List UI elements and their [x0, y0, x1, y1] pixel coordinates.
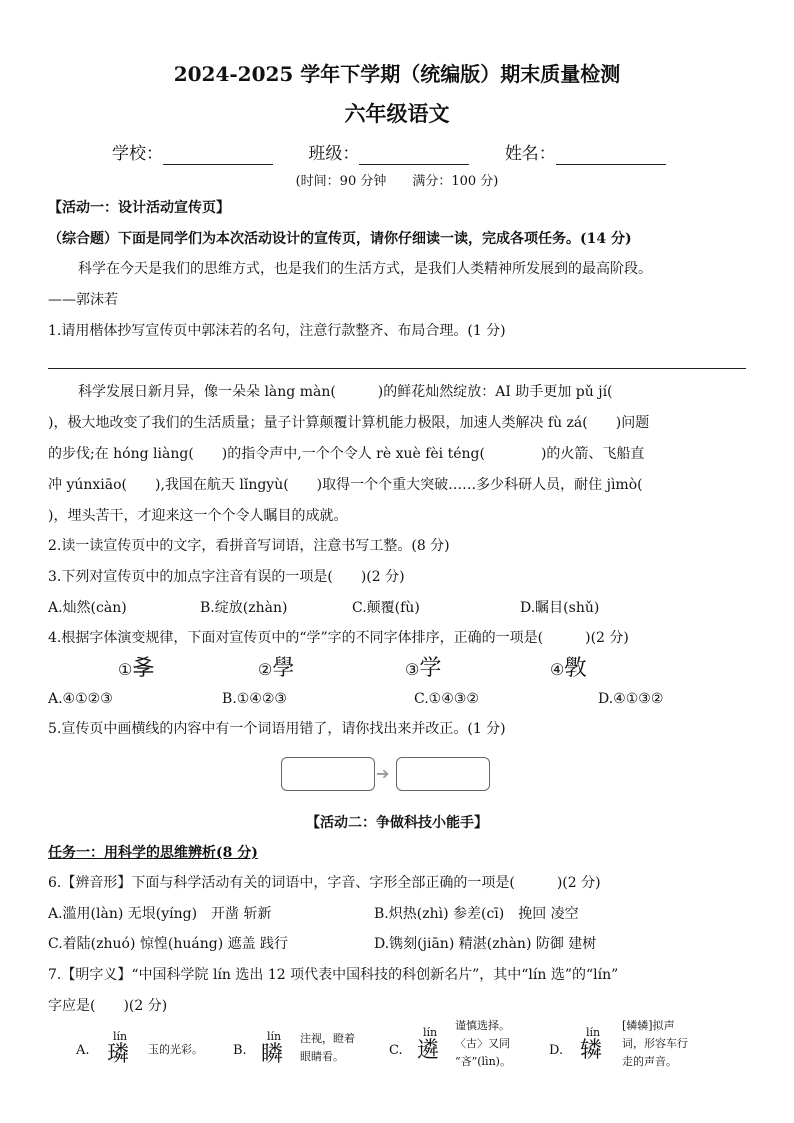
passage-line: 的步伐;在 hóng liàng( )的指令声中,一个个令人 rè xuè fèi téng( )的火箭、飞船直 — [48, 446, 645, 462]
q4-option-c: C.①④③② — [414, 691, 479, 707]
glyph-2 — [258, 656, 294, 683]
glyph-num: ④ — [550, 660, 565, 679]
q6-option-d: D.镌刻(jiān) 精湛(zhàn) 防御 建树 — [374, 936, 597, 952]
wrong-word-box[interactable] — [281, 757, 375, 791]
q7-option-a-letter: A. — [76, 1043, 90, 1058]
q7-option-a-def: 玉的光彩。 — [148, 1043, 203, 1056]
glyph-char: 學 — [272, 656, 295, 681]
time-info: (时间：90 分钟 满分：100 分) — [295, 174, 499, 189]
q3-option-c: C.颠覆(fù) — [352, 600, 420, 616]
glyph-char: 斆 — [564, 656, 587, 681]
quote-author: ——郭沫若 — [48, 292, 118, 308]
school-label: 学校： — [112, 144, 163, 164]
q7-option-b-letter: B. — [233, 1043, 247, 1058]
exam-title: 2024-2025 学年下学期（统编版）期末质量检测 — [173, 62, 621, 86]
answer-line[interactable] — [48, 368, 746, 369]
question-6: 6.【辨音形】下面与科学活动有关的词语中，字音、字形全部正确的一项是( )(2 分) — [48, 875, 601, 891]
q7-option-a-char: 璘 — [107, 1042, 130, 1067]
activity1-heading: 【活动一：设计活动宣传页】 — [48, 200, 230, 216]
question-4: 4.根据字体演变规律，下面对宣传页中的“学”字的不同字体排序，正确的一项是( )(2 分) — [48, 630, 629, 646]
class-label: 班级： — [308, 144, 360, 164]
correct-word-box[interactable] — [396, 757, 490, 791]
q7-option-a-pinyin: lín — [113, 1030, 128, 1043]
q7-option-b-char: 瞵 — [261, 1042, 284, 1067]
q4-option-a: A.④①②③ — [48, 691, 113, 707]
q3-option-a: A.灿然(càn) — [48, 600, 127, 616]
glyph-num: ② — [258, 660, 273, 679]
q3-option-b: B.绽放(zhàn) — [200, 600, 288, 616]
q7-option-b-def: 注视，瞪着 眼睛看。 — [300, 1032, 355, 1063]
activity2-heading: 【活动二：争做科技小能手】 — [306, 815, 488, 831]
q6-option-b: B.炽热(zhì) 参差(cī) 挽回 凌空 — [374, 906, 579, 922]
question-5: 5.宣传页中画横线的内容中有一个词语用错了，请你找出来并改正。(1 分) — [48, 721, 506, 737]
student-info-row — [112, 143, 794, 165]
q7-option-d-letter: D. — [549, 1043, 564, 1058]
q7-option-d-def: [辚辚]拟声 词，形容车行 走的声音。 — [622, 1019, 688, 1068]
passage-line: 冲 yúnxiāo( ),我国在航天 lǐngyù( )取得一个个重大突破……多少科研人员，耐住 jìmò( — [48, 477, 643, 493]
q7-option-b-pinyin: lín — [267, 1030, 282, 1043]
passage-line: 科学发展日新月异，像一朵朵 làng màn( )的鲜花灿然绽放：AI 助手更加 pǔ jí( — [78, 384, 613, 400]
q7-option-d-char: 辚 — [580, 1038, 603, 1063]
question-7-line2: 字应是( )(2 分) — [48, 998, 168, 1014]
q7-option-c-def: 谨慎选择。 〈古〉又同 “吝”(lìn)。 — [455, 1019, 511, 1068]
task1-heading: 任务一：用科学的思维辨析(8 分) — [48, 845, 258, 861]
q6-option-c: C.着陆(zhuó) 惊惶(huáng) 遮盖 践行 — [48, 936, 289, 952]
q3-option-d: D.瞩目(shǔ) — [520, 600, 600, 616]
q7-option-c-char: 遴 — [417, 1038, 440, 1063]
question-2: 2.读一读宣传页中的文字，看拼音写词语，注意书写工整。(8 分) — [48, 538, 450, 554]
activity1-intro: （综合题）下面是同学们为本次活动设计的宣传页，请你仔细读一读，完成各项任务。(14 分) — [48, 231, 632, 247]
school-blank[interactable] — [163, 148, 273, 165]
name-blank[interactable] — [556, 148, 666, 165]
glyph-num: ① — [118, 660, 133, 679]
glyph-4 — [550, 656, 586, 683]
q6-option-a: A.滥用(làn) 无垠(yíng) 开凿 斩新 — [48, 906, 272, 922]
q4-option-b: B.①④②③ — [222, 691, 287, 707]
question-3: 3.下列对宣传页中的加点字注音有误的一项是( )(2 分) — [48, 569, 405, 585]
class-blank[interactable] — [359, 148, 469, 165]
q7-option-c-letter: C. — [389, 1043, 403, 1058]
name-label: 姓名： — [504, 144, 556, 164]
q7-option-d-pinyin: lín — [586, 1026, 601, 1039]
question-1: 1.请用楷体抄写宣传页中郭沫若的名句，注意行款整齐、布局合理。(1 分) — [48, 323, 506, 339]
glyph-char: 学 — [419, 656, 442, 681]
passage-line: )，埋头苦干，才迎来这一个个令人瞩目的成就。 — [48, 508, 348, 524]
quote-text: 科学在今天是我们的思维方式，也是我们的生活方式，是我们人类精神所发展到的最高阶段。 — [78, 261, 652, 277]
question-7-line1: 7.【明字义】“中国科学院 lín 选出 12 项代表中国科技的科创新名片”，其中“lín 选”的“lín” — [48, 967, 619, 983]
passage-line: )，极大地改变了我们的生活质量；量子计算颠覆计算机能力极限，加速人类解决 fù zá( )问题 — [48, 415, 650, 431]
glyph-char: 𡥈 — [132, 656, 155, 681]
glyph-3 — [405, 656, 441, 683]
q4-option-d: D.④①③② — [598, 691, 664, 707]
arrow-right-icon: ➔ — [376, 764, 390, 783]
glyph-1 — [118, 656, 154, 683]
glyph-num: ③ — [405, 660, 420, 679]
exam-subtitle: 六年级语文 — [344, 101, 450, 126]
q7-option-c-pinyin: lín — [423, 1026, 438, 1039]
